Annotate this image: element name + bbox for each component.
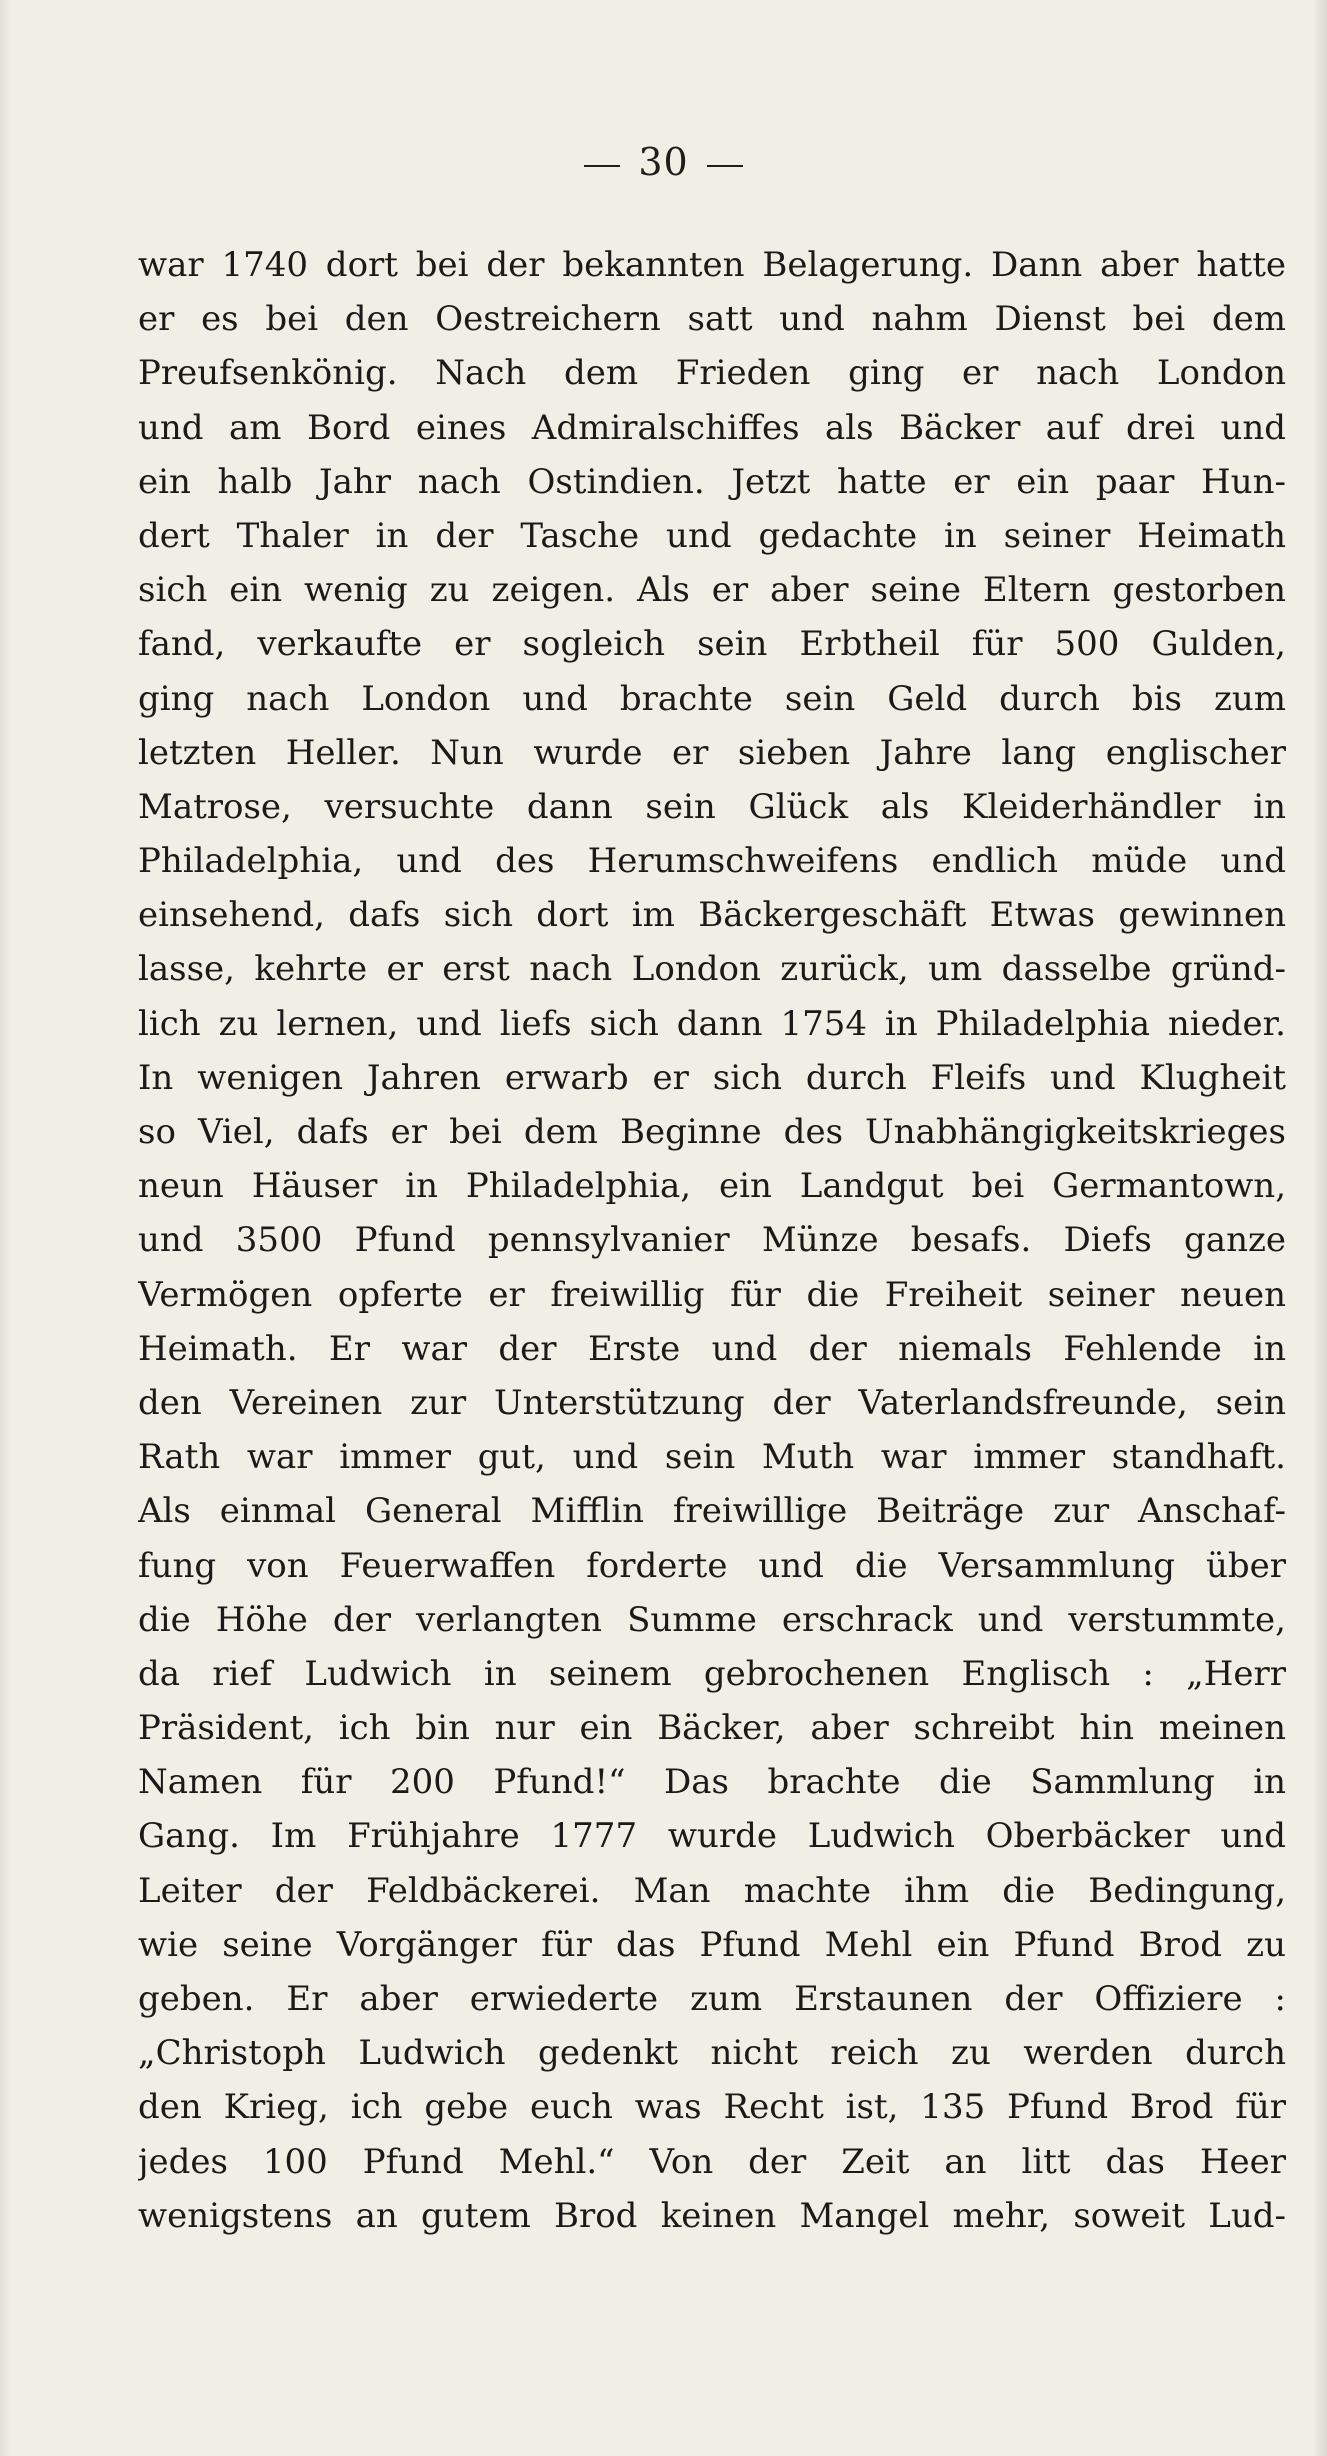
page-edge-shadow [1313,0,1327,2456]
page-number-dash-right [707,165,743,167]
text-line: Philadelphia, und des Herumschweifens endlich müde und [138,841,1286,882]
text-line: dert Thaler in der Tasche und gedachte in seiner Heimath [138,515,1286,556]
text-line: war 1740 dort bei der bekannten Belagerung. Dann aber hatte [138,245,1286,285]
text-line: so Viel, dafs er bei dem Beginne des Unabhängigkeitskrieges [138,1112,1286,1152]
text-line: fand, verkaufte er sogleich sein Erbtheil für 500 Gulden, [138,624,1286,665]
text-line: einsehend, dafs sich dort im Bäckergeschäft Etwas gewinnen [138,895,1286,936]
text-line: Namen für 200 Pfund!“ Das brachte die Sammlung in [138,1762,1286,1803]
text-line: Rath war immer gut, und sein Muth war immer standhaft. [138,1437,1286,1478]
text-line: letzten Heller. Nun wurde er sieben Jahre lang englischer [138,732,1286,773]
text-line: den Vereinen zur Unterstützung der Vaterlandsfreunde, sein [138,1382,1286,1423]
text-line: er es bei den Oestreichern satt und nahm Dienst bei dem [138,299,1286,340]
text-line: Leiter der Feldbäckerei. Man machte ihm die Bedingung, [138,1870,1286,1911]
text-line: In wenigen Jahren erwarb er sich durch Fleifs und Klugheit [138,1057,1286,1098]
text-line: die Höhe der verlangten Summe erschrack und verstummte, [138,1599,1286,1640]
text-line: Preufsenkönig. Nach dem Frieden ging er nach London [138,353,1286,394]
text-line: Als einmal General Mifflin freiwillige Beiträge zur Anschaf- [138,1491,1286,1532]
text-line: fung von Feuerwaffen forderte und die Versammlung über [138,1545,1286,1586]
text-line: Heimath. Er war der Erste und der niemals Fehlende in [138,1328,1286,1369]
text-line: neun Häuser in Philadelphia, ein Landgut bei Germantown, [138,1166,1286,1207]
page-number-dash-left [584,165,620,167]
text-line: sich ein wenig zu zeigen. Als er aber seine Eltern gestorben [138,570,1286,611]
page-number-value: 30 [638,140,689,184]
text-line: Vermögen opferte er freiwillig für die Freiheit seiner neuen [138,1274,1286,1315]
text-line: und am Bord eines Admiralschiffes als Bäcker auf drei und [138,407,1286,448]
text-line: da rief Ludwich in seinem gebrochenen Englisch : „Herr [138,1653,1286,1694]
text-line: ein halb Jahr nach Ostindien. Jetzt hatte er ein paar Hun- [138,461,1286,502]
text-line: wenigstens an gutem Brod keinen Mangel mehr, soweit Lud- [138,2195,1286,2236]
text-line: wie seine Vorgänger für das Pfund Mehl ein Pfund Brod zu [138,1924,1286,1965]
text-line: und 3500 Pfund pennsylvanier Münze besafs. Diefs ganze [138,1220,1286,1261]
text-line: den Krieg, ich gebe euch was Recht ist, 135 Pfund Brod für [138,2087,1286,2128]
text-line: Gang. Im Frühjahre 1777 wurde Ludwich Oberbäcker und [138,1816,1286,1857]
page-number [0,140,1327,184]
body-text [138,238,1286,2243]
text-line: Präsident, ich bin nur ein Bäcker, aber schreibt hin meinen [138,1708,1286,1749]
text-line: lich zu lernen, und liefs sich dann 1754 in Philadelphia nieder. [138,1003,1286,1044]
text-line: ging nach London und brachte sein Geld durch bis zum [138,678,1286,719]
page-gutter-shadow [0,0,10,2456]
text-line: lasse, kehrte er erst nach London zurück, um dasselbe gründ- [138,949,1286,990]
text-line: „Christoph Ludwich gedenkt nicht reich zu werden durch [138,2033,1286,2074]
text-line: Matrose, versuchte dann sein Glück als Kleiderhändler in [138,786,1286,827]
text-line: geben. Er aber erwiederte zum Erstaunen der Offiziere : [138,1979,1286,2019]
text-line: jedes 100 Pfund Mehl.“ Von der Zeit an litt das Heer [138,2141,1286,2182]
